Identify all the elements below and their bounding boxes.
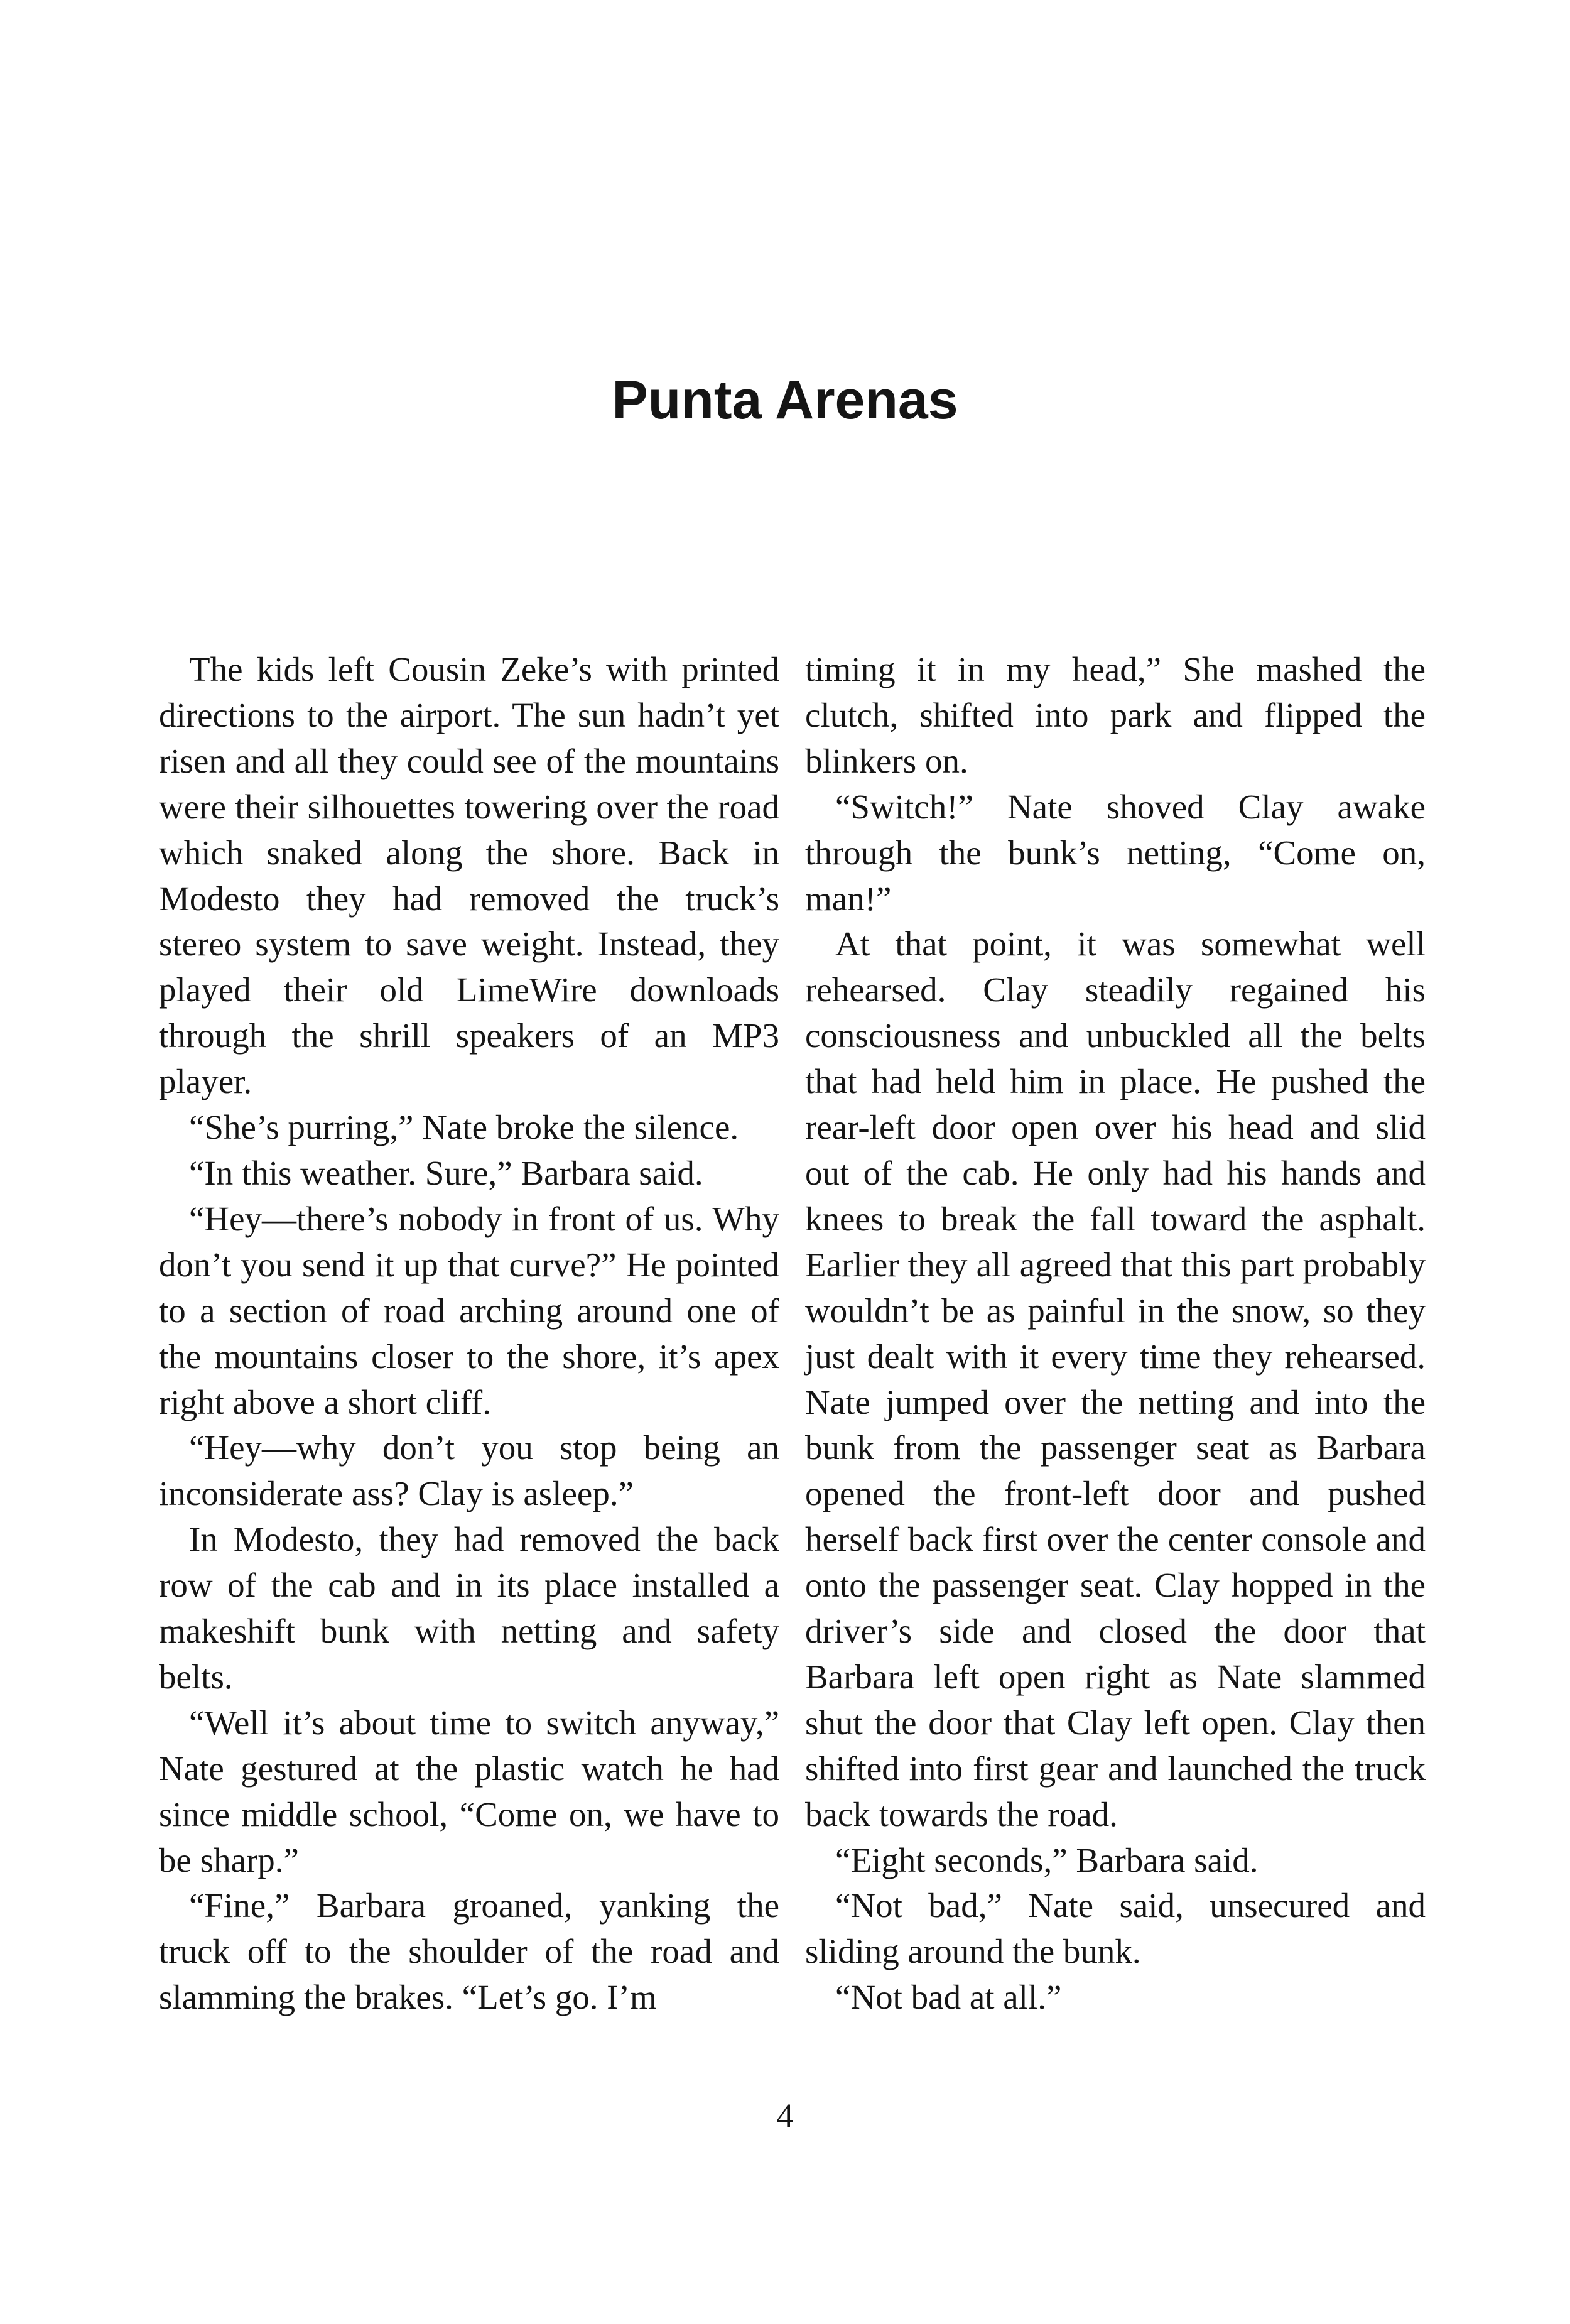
- paragraph: “Fine,” Barbara groaned, yanking the truck off to the shoulder of the road and slamming the brakes. “Let’s go. I’m: [159, 1886, 779, 2017]
- paragraph: “Eight seconds,” Barbara said.: [835, 1840, 1259, 1879]
- paragraph: “In this weather. Sure,” Barbara said.: [189, 1153, 703, 1192]
- paragraph: In Modesto, they had removed the back row of the cab and in its place installed a makeshift bunk with netting and safety belts.: [159, 1520, 779, 1696]
- paragraph: “She’s purring,” Nate broke the silence.: [189, 1108, 739, 1147]
- paragraph: “Switch!” Nate shoved Clay awake through the bunk’s netting, “Come on, man!”: [805, 787, 1426, 918]
- paragraph: “Not bad at all.”: [835, 1978, 1062, 2017]
- paragraph: “Not bad,” Nate said, unsecured and sliding around the bunk.: [805, 1886, 1426, 1971]
- paragraph: “Well it’s about time to switch anyway,” Nate gestured at the plastic watch he had since middle school, “Come on, we have to be sharp.”: [159, 1703, 779, 1879]
- paragraph-continuation: timing it in my head,” She mashed the clutch, shifted into park and flipped the blinkers on.: [805, 650, 1426, 780]
- paragraph: “Hey—why don’t you stop being an inconsiderate ass? Clay is asleep.”: [159, 1428, 779, 1513]
- text-column-left: [159, 647, 779, 2021]
- paragraph: “Hey—there’s nobody in front of us. Why don’t you send it up that curve?” He pointed to a section of road arching around one of the mountains closer to the shore, it’s apex right above a short cliff.: [159, 1199, 779, 1421]
- chapter-title: Punta Arenas: [612, 370, 958, 430]
- page-number: 4: [776, 2097, 794, 2135]
- paragraph: The kids left Cousin Zeke’s with printed directions to the airport. The sun hadn’t yet risen and all they could see of the mountains were their silhouettes towering over the road which snaked along the shore. Back in Modesto they had removed the truck’s stereo system to save weight. Instead, they played their old LimeWire downloads through the shrill speakers of an MP3 player.: [159, 650, 779, 1101]
- paragraph: At that point, it was somewhat well rehearsed. Clay steadily regained his consciousness and unbuckled all the belts that had held him in place. He pushed the rear-left door open over his head and slid out of the cab. He only had his hands and knees to break the fall toward the asphalt. Earlier they all agreed that this part probably wouldn’t be as painful in the snow, so they just dealt with it every time they rehearsed. Nate jumped over the netting and into the bunk from the passenger seat as Barbara opened the front-left door and pushed herself back first over the center console and onto the passenger seat. Clay hopped in the driver’s side and closed the door that Barbara left open right as Nate slammed shut the door that Clay left open. Clay then shifted into first gear and launched the truck back towards the road.: [805, 925, 1426, 1833]
- text-column-right: [805, 647, 1426, 2021]
